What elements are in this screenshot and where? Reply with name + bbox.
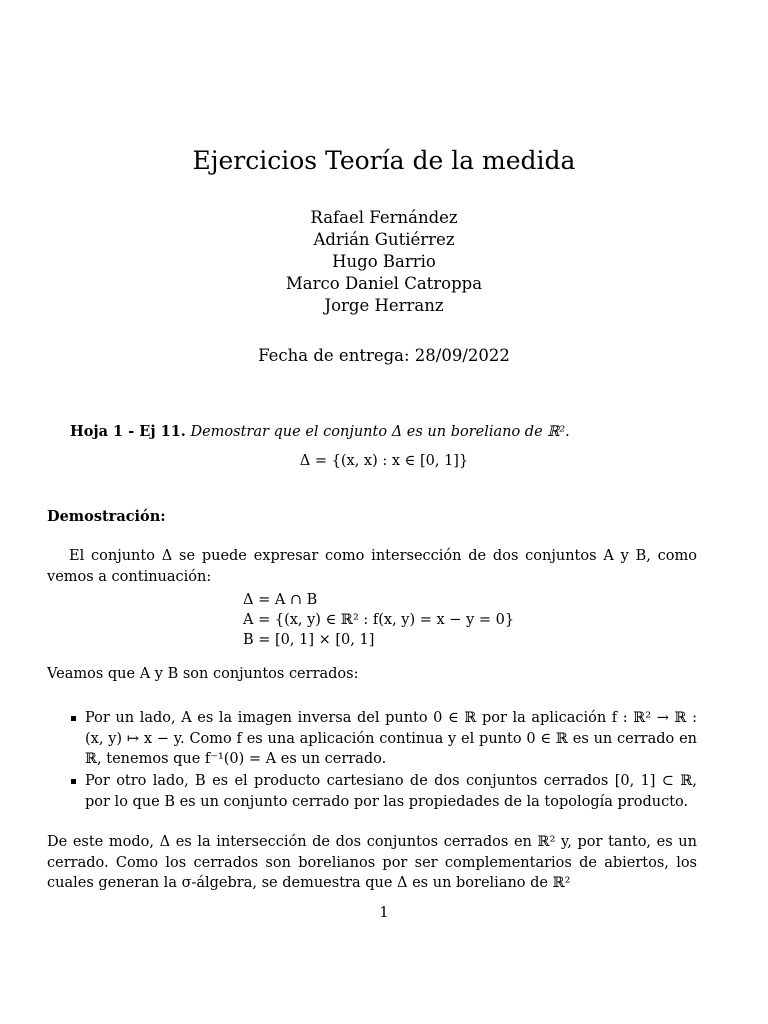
author-name: Marco Daniel Catroppa <box>285 274 483 293</box>
equation-line: B = [0, 1] × [0, 1] <box>243 632 375 648</box>
exercise-text: Demostrar que el conjunto Δ es un boreliano de ℝ². <box>190 424 570 440</box>
closed-sets-intro: Veamos que A y B son conjuntos cerrados: <box>47 666 359 682</box>
bullet-item-b: Por otro lado, B es el producto cartesiano de dos conjuntos cerrados [0, 1] ⊂ ℝ, por lo que B es un conjunto cerrado por las propiedades de la topología producto. <box>85 773 697 810</box>
bullet-item-a: Por un lado, A es la imagen inversa del punto 0 ∈ ℝ por la aplicación f : ℝ² → ℝ : (x, y) ↦ x − y. Como f es una aplicación continua y el punto 0 ∈ ℝ es un cerrado en ℝ, tenemos que f⁻¹(0) = A es un cerrado. <box>85 710 697 767</box>
bullet-marker <box>71 779 76 784</box>
equation-line: A = {(x, y) ∈ ℝ² : f(x, y) = x − y = 0} <box>243 612 515 628</box>
page-number: 1 <box>379 905 389 921</box>
exercise-statement <box>70 423 570 440</box>
bullet-marker <box>71 716 76 721</box>
author-name: Hugo Barrio <box>332 252 436 271</box>
conclusion-paragraph: De este modo, Δ es la intersección de dos conjuntos cerrados en ℝ² y, por tanto, es un cerrado. Como los cerrados son borelianos por ser complementarios de abiertos, los cuales generan la σ-álgebra, se demuestra que Δ es un boreliano de ℝ² <box>47 834 697 891</box>
proof-intro-paragraph: El conjunto Δ se puede expresar como intersección de dos conjuntos A y B, como vemos a continuación: <box>47 548 697 585</box>
proof-heading: Demostración: <box>47 508 166 525</box>
submission-date: Fecha de entrega: 28/09/2022 <box>258 346 510 365</box>
author-name: Jorge Herranz <box>324 296 444 315</box>
document-title: Ejercicios Teoría de la medida <box>192 146 576 175</box>
author-name: Adrián Gutiérrez <box>313 230 455 249</box>
exercise-label: Hoja 1 - Ej 11. <box>70 423 186 440</box>
equation-system <box>243 590 514 650</box>
equation-line: Δ = A ∩ B <box>243 592 318 608</box>
delta-definition-equation: Δ = {(x, x) : x ∈ [0, 1]} <box>299 453 469 469</box>
author-name: Rafael Fernández <box>310 208 458 227</box>
